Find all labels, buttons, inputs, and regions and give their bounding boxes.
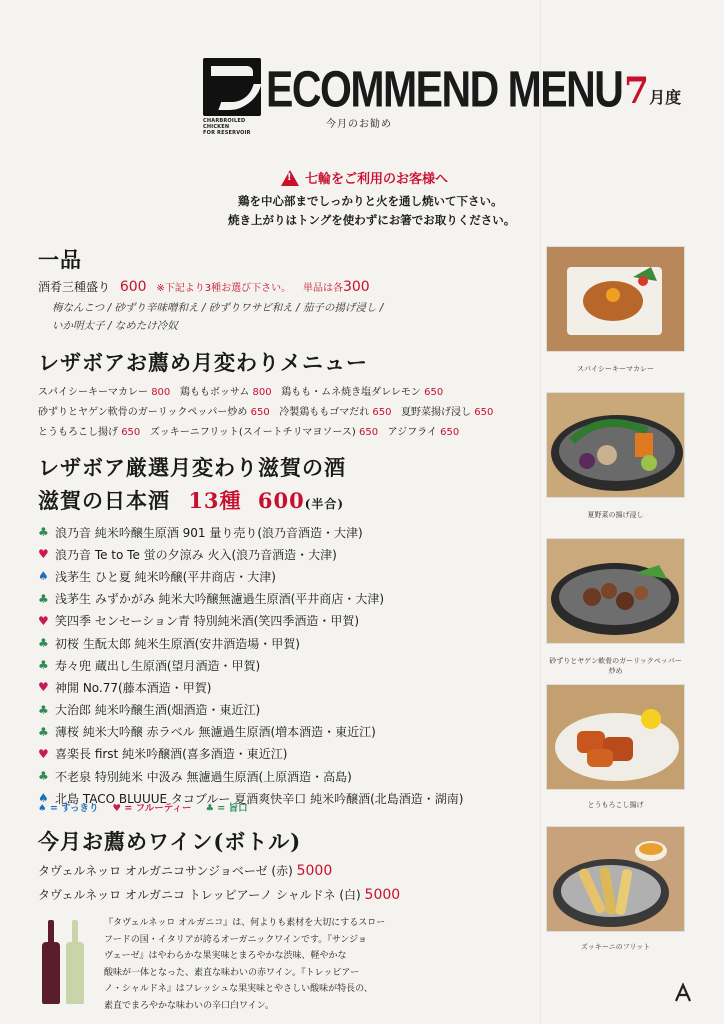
monthly-row: 砂ずりとヤゲン軟骨のガーリックペッパー炒め 650 冷製鶏ももゴマだれ 650 夏野菜揚げ浸し 650 (38, 407, 494, 418)
sake-legend (38, 800, 248, 814)
photo-garlic-pepper (546, 538, 685, 644)
monthly-heading: レザボアお薦め月変わりメニュー (38, 350, 368, 375)
photo-caption: ズッキーニのフリット (580, 943, 651, 951)
legend-club: ♣ = 旨口 (205, 803, 248, 814)
sake-item-text: 神開 No.77(藤本酒造・甲賀) (55, 680, 212, 695)
heart-icon: ♥ (38, 547, 49, 562)
photo-caption: 夏野菜の揚げ浸し (587, 511, 644, 519)
photo-keema-curry (546, 246, 685, 352)
ippin-options-2: いか明太子 / なめたけ冷奴 (52, 320, 178, 332)
sake-item-text: 浪乃音 純米吟醸生原酒 901 量り売り(浪乃音酒造・大津) (55, 525, 363, 540)
heart-icon: ♥ (38, 613, 49, 628)
photo-caption: 砂ずりとヤゲン軟骨のガーリックペッパー炒め (549, 657, 682, 675)
sake-item (38, 743, 548, 765)
warning-line-1: 鶏を中心部までしっかりと火を通し焼いて下さい。 (238, 194, 503, 208)
monthly-row: スパイシーキーマカレー 800 鶏ももボッサム 800 鶏もも・ムネ焼き塩ダレレモン 650 (38, 387, 444, 398)
sake-heading: レザボア厳選月変わり滋賀の酒 (38, 455, 346, 480)
sake-item-text: 大治郎 純米吟醸生酒(畑酒造・東近江) (55, 703, 261, 718)
ippin-heading: 一品 (38, 247, 82, 272)
wine-bottles-image (38, 918, 98, 1004)
sake-item-text: 笑四季 センセーション青 特別純米酒(笑四季酒造・甲賀) (55, 614, 360, 629)
wine-item: タヴェルネッロ オルガニコ トレッビアーノ シャルドネ (白) 5000 (38, 887, 401, 903)
club-icon: ♣ (38, 724, 49, 739)
photo-zucchini-fritter (546, 826, 685, 932)
club-icon: ♣ (38, 658, 49, 673)
sake-item-text: 浪乃音 Te to Te 蛍の夕涼み 火入(浪乃音酒造・大津) (55, 547, 337, 562)
red-wine-bottle (42, 942, 60, 1004)
sake-item-text: 喜楽長 first 純米吟醸酒(喜多酒造・東近江) (55, 747, 288, 762)
sake-item (38, 699, 548, 721)
sake-item-text: 不老泉 特別純米 中汲み 無濾過生原酒(上原酒造・高島) (55, 769, 352, 784)
sake-item (38, 543, 548, 565)
sake-item (38, 721, 548, 743)
sake-item-text: 初桜 生酛太郎 純米生原酒(安井酒造場・甲賀) (55, 636, 300, 651)
sake-item (38, 632, 548, 654)
club-icon: ♣ (38, 702, 49, 717)
club-icon: ♣ (38, 591, 49, 606)
warning-line-2: 焼き上がりはトングを使わずにお箸でお取りください。 (228, 213, 516, 227)
legend-heart: ♥ = フルーティー (112, 803, 192, 814)
ippin-main: 酒肴三種盛り 600 ※下記より3種お選び下さい。 単品は各300 (38, 279, 370, 295)
month-label: 7月度 (624, 70, 682, 112)
wine-heading: 今月お薦めワイン(ボトル) (38, 829, 302, 854)
sake-item (38, 654, 548, 676)
white-wine-bottle (66, 942, 84, 1004)
logo-subtext: CHARBROILED CHICKEN FOR RESERVOIR (203, 118, 251, 136)
sake-item-text: 北島 TACO BLUUUE タコブルー 夏酒爽快辛口 純米吟醸酒(北島酒造・湖南) (55, 791, 464, 806)
heart-icon: ♥ (38, 746, 49, 761)
brand-mark-icon (672, 982, 694, 1004)
photo-caption: とうもろこし揚げ (587, 801, 644, 809)
sake-subheading: 滋賀の日本酒 13種 600(半合) (38, 488, 345, 513)
warning-heading: ! 七輪をご利用のお客様へ (281, 168, 448, 187)
club-icon: ♣ (38, 525, 49, 540)
warning-icon (281, 170, 299, 186)
sake-list (38, 521, 548, 809)
sake-item-text: 浅茅生 ひと夏 純米吟醸(平井商店・大津) (55, 569, 276, 584)
wine-description: 『タヴェルネッロ オルガニコ』は、何よりも素材を大切にするスロー フードの国・イタリアが誇るオーガニックワインです。『サンジョ ヴェーゼ』はやわらかな果実味とまろやかな渋味、軽やかな 酸味が一体となった、素直な味わいの赤ワイン。『トレッビアー ノ・シャルドネ』はフレッシュな果実味とやさしい酸味が特長の、 素直でまろやかな味わいの辛口白ワイン。 (104, 918, 386, 1011)
sake-item (38, 676, 548, 698)
paper-crease (540, 0, 541, 1024)
heart-icon: ♥ (38, 680, 49, 695)
sake-item (38, 565, 548, 587)
page-subtitle: 今月のお勧め (326, 119, 392, 130)
monthly-list (38, 383, 538, 443)
photo-corn-fritter (546, 684, 685, 790)
wine-item: タヴェルネッロ オルガニコサンジョベーゼ (赤) 5000 (38, 863, 333, 879)
sake-item-text: 寿々兜 蔵出し生原酒(望月酒造・甲賀) (55, 658, 261, 673)
brand-logo (203, 58, 261, 116)
spade-icon: ♠ (38, 569, 49, 584)
club-icon: ♣ (38, 769, 49, 784)
sake-item (38, 610, 548, 632)
spade-icon: ♠ (38, 791, 49, 806)
page-title: ECOMMEND MENU (266, 60, 623, 118)
sake-item (38, 521, 548, 543)
ippin-options-1: 梅なんこつ / 砂ずり辛味噌和え / 砂ずりワサビ和え / 茄子の揚げ浸し / (52, 302, 384, 314)
legend-spade: ♠ = すっきり (38, 803, 99, 814)
sake-item-text: 浅茅生 みずかがみ 純米大吟醸無濾過生原酒(平井商店・大津) (55, 592, 384, 607)
sake-item-text: 薄桜 純米大吟醸 赤ラベル 無濾過生原酒(増本酒造・東近江) (55, 725, 376, 740)
photo-caption: スパイシーキーマカレー (577, 365, 654, 373)
sake-item (38, 765, 548, 787)
monthly-row: とうもろこし揚げ 650 ズッキーニフリット(スイートチリマヨソース) 650 アジフライ 650 (38, 427, 460, 438)
photo-summer-vegetables (546, 392, 685, 498)
sake-item (38, 588, 548, 610)
club-icon: ♣ (38, 636, 49, 651)
